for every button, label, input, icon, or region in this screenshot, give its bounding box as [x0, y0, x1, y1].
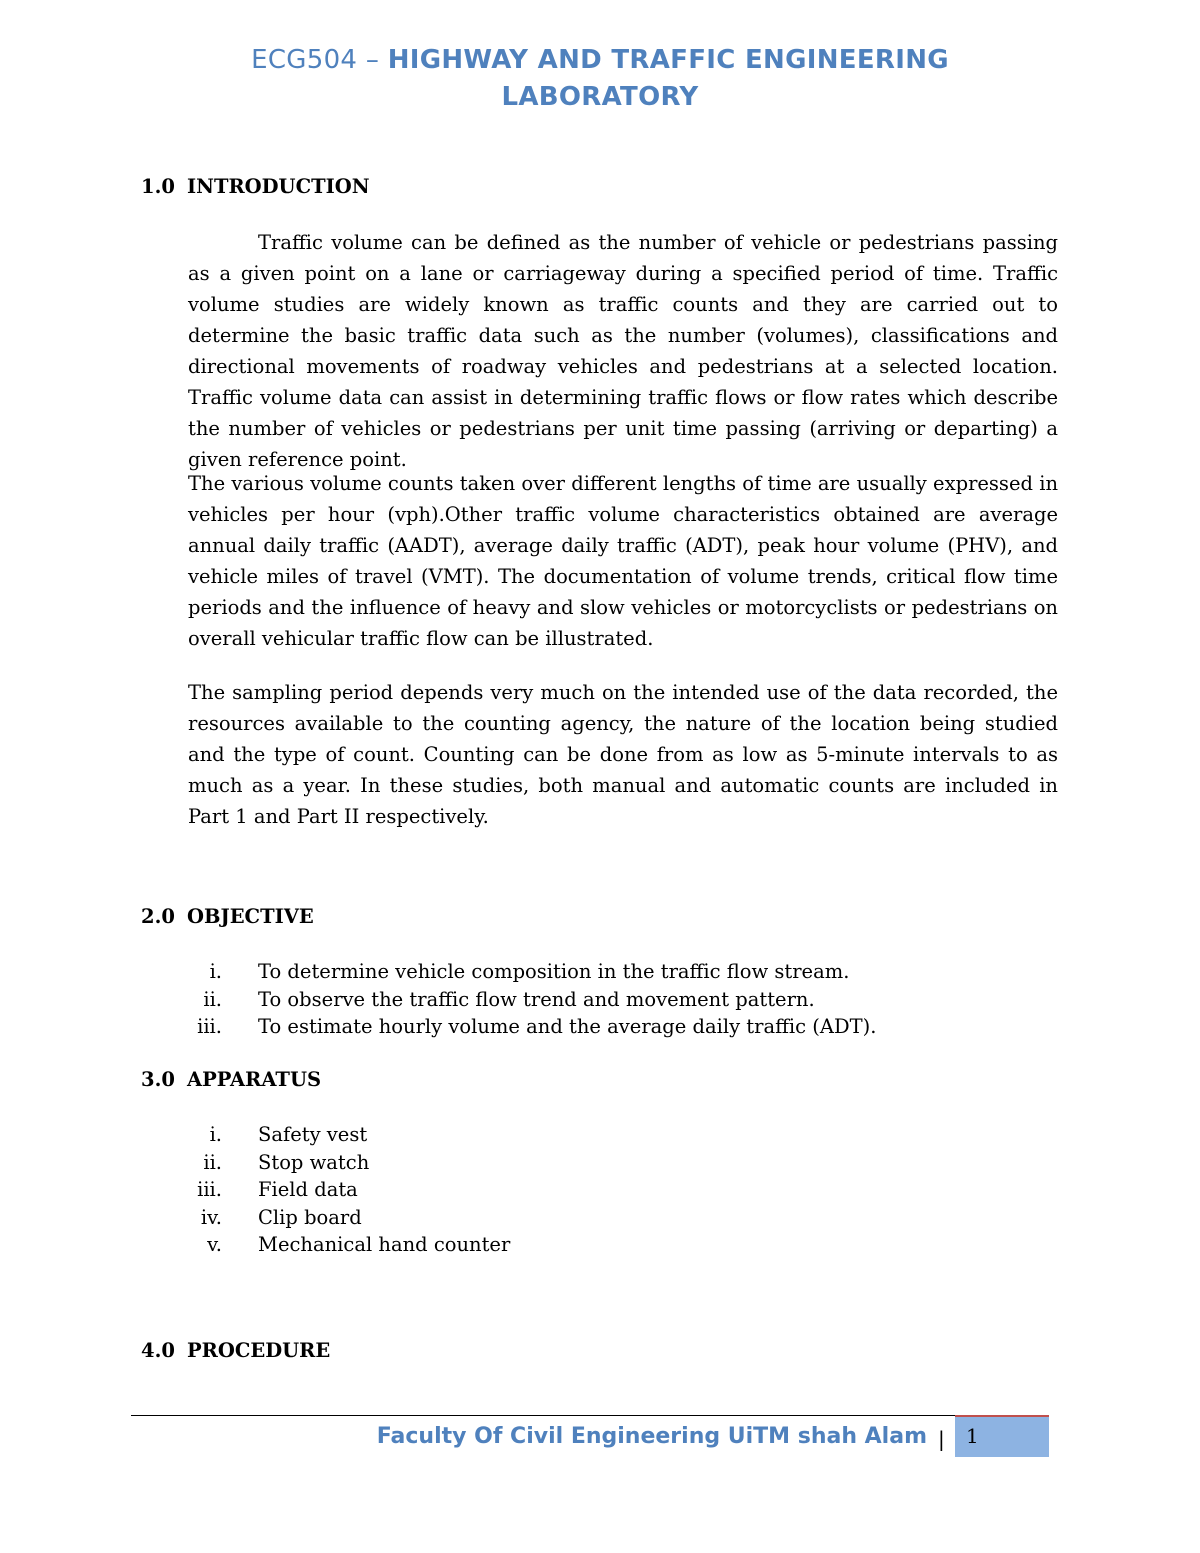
list-item-text: To estimate hourly volume and the average daily traffic (ADT). — [258, 1015, 877, 1038]
list-item-text: Field data — [258, 1178, 358, 1201]
list-item — [188, 1176, 510, 1204]
course-code: ECG504 – — [251, 45, 380, 75]
list-item — [188, 1231, 510, 1259]
list-marker: ii. — [203, 1150, 222, 1174]
list-item-text: Clip board — [258, 1205, 362, 1229]
list-marker: v. — [207, 1233, 222, 1256]
list-marker: iv. — [200, 1205, 222, 1229]
list-item-text: To observe the traffic flow trend and movement pattern. — [258, 987, 815, 1011]
footer-divider — [131, 1415, 1049, 1416]
section-heading-introduction — [141, 175, 370, 198]
section-heading-apparatus — [141, 1068, 321, 1091]
list-item — [188, 958, 876, 986]
section-number: 1.0 — [141, 175, 175, 198]
list-item-text: To determine vehicle composition in the traffic flow stream. — [258, 960, 850, 983]
section-title: PROCEDURE — [187, 1339, 331, 1362]
list-item — [188, 1204, 510, 1232]
title-text-line-2: LABORATORY — [501, 82, 699, 112]
list-item — [188, 1013, 876, 1041]
intro-paragraph-3: The sampling period depends very much on the intended use of the data recorded, the resources available to the counting agency, the nature of the location being studied and the type of count. Counting can be done from as low as 5-minute intervals to as much as a year. In these studies, both manual and automatic counts are included in Part 1 and Part II respectively. — [188, 681, 1058, 828]
section-title: APPARATUS — [187, 1068, 322, 1091]
document-title — [150, 42, 1050, 116]
footer-faculty-text: Faculty Of Civil Engineering UiTM shah Alam — [376, 1424, 927, 1449]
list-item — [188, 986, 876, 1014]
list-item — [188, 1121, 510, 1149]
list-marker: iii. — [197, 1178, 222, 1201]
section-number: 4.0 — [141, 1339, 175, 1362]
intro-paragraph-2: The various volume counts taken over different lengths of time are usually expressed in vehicles per hour (vph).Other traffic volume characteristics obtained are average annual daily traffic (AADT), average daily traffic (ADT), peak hour volume (PHV), and vehicle miles of travel (VMT). The documentation of volume trends, critical flow time periods and the influence of heavy and slow vehicles or motorcyclists or pedestrians on overall vehicular traffic flow can be illustrated. — [188, 472, 1058, 650]
list-marker: ii. — [203, 987, 222, 1011]
apparatus-list — [188, 1121, 510, 1259]
objective-list — [188, 958, 876, 1041]
list-marker: i. — [209, 1123, 222, 1146]
list-item-text: Stop watch — [258, 1150, 370, 1174]
list-item-text: Safety vest — [258, 1123, 368, 1146]
list-item-text: Mechanical hand counter — [258, 1233, 511, 1256]
section-number: 3.0 — [141, 1068, 175, 1091]
intro-paragraph-1: Traffic volume can be defined as the number of vehicle or pedestrians passing as a given point on a lane or carriageway during a specified period of time. Traffic volume studies are widely known as traffic counts and they are carried out to determine the basic traffic data such as the number (volumes), classifications and directional movements of roadway vehicles and pedestrians at a selected location. Traffic volume data can assist in determining traffic flows or flow rates which describe the number of vehicles or pedestrians per unit time passing (arriving or departing) a given reference point. — [188, 231, 1058, 471]
footer-separator: | — [938, 1427, 945, 1451]
section-heading-procedure — [141, 1339, 330, 1362]
section-number: 2.0 — [141, 905, 175, 928]
list-marker: iii. — [197, 1015, 222, 1038]
section-heading-objective — [141, 905, 314, 928]
list-item — [188, 1149, 510, 1177]
title-line-1 — [150, 42, 1050, 79]
page-number: 1 — [966, 1424, 979, 1448]
section-title: INTRODUCTION — [187, 175, 370, 198]
page-number-box — [955, 1417, 1049, 1457]
section-title: OBJECTIVE — [187, 905, 314, 928]
title-text-line-1: HIGHWAY AND TRAFFIC ENGINEERING — [387, 45, 949, 75]
list-marker: i. — [209, 960, 222, 983]
